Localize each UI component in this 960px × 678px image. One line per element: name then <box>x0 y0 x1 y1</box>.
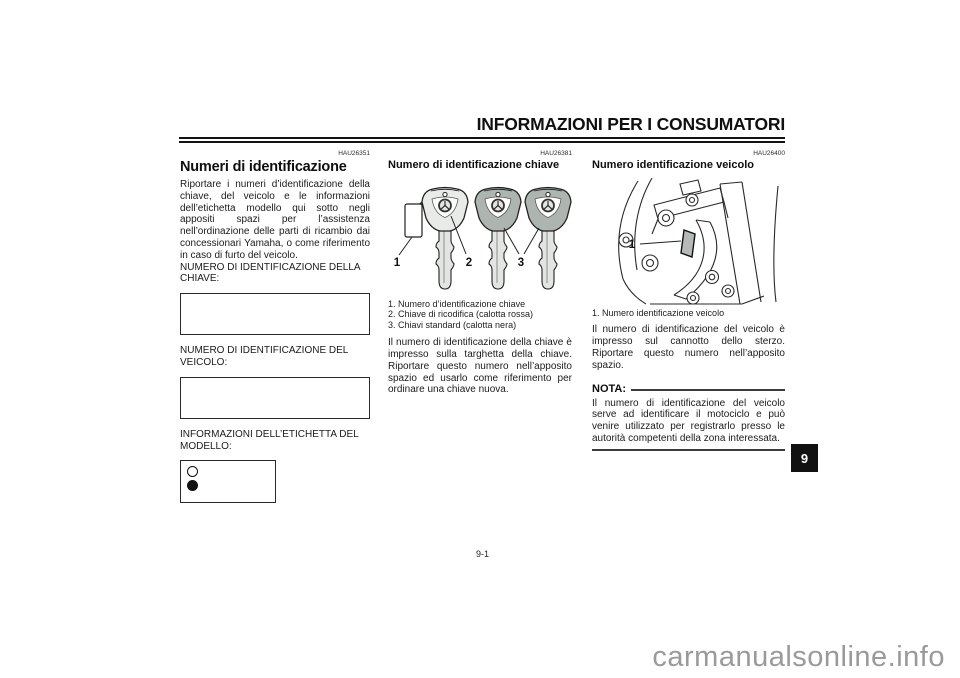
key-number-label: NUMERO DI IDENTIFICAZIONE DELLA CHIAVE: <box>180 261 361 285</box>
note-rule <box>631 389 785 391</box>
key-id-paragraph: Il numero di identificazione della chiave è impresso sulla targhetta della chiave. Riportare questo numero nell’apposito spazio ed usarlo come riferimento per ordinare una chiave nuova. <box>388 337 572 396</box>
header-double-rule <box>179 137 785 143</box>
key-list-item-3: 3. Chiavi standard (calotta nera) <box>388 319 517 330</box>
page-number: 9-1 <box>475 549 489 559</box>
hollow-circle-icon <box>187 466 198 477</box>
key-list-item-1: 1. Numero d’identificazione chiave <box>388 299 526 309</box>
note-label: NOTA: <box>592 382 627 395</box>
page-title: INFORMAZIONI PER I CONSUMATORI <box>476 114 785 134</box>
model-label-label: INFORMAZIONI DELL’ETICHETTA DEL MODELLO: <box>180 428 359 452</box>
column-key-id <box>388 150 572 396</box>
key-figure-label-1: 1 <box>393 257 401 269</box>
column-vehicle-id <box>592 150 785 451</box>
vin-figure-label-1: 1 <box>628 239 636 251</box>
vehicle-number-label: NUMERO DI IDENTIFICAZIONE DEL VEICOLO: <box>180 345 348 368</box>
chapter-tab: 9 <box>791 444 818 472</box>
vin-location-figure <box>592 178 785 306</box>
key-figure-label-2: 2 <box>465 257 473 269</box>
section-code: HAU26351 <box>338 150 370 157</box>
watermark: carmanualsonline.info <box>652 641 945 673</box>
keys-figure <box>388 184 572 296</box>
vehicle-number-box <box>180 377 370 419</box>
key-list-item-2: 2. Chiave di ricodifica (calotta rossa) <box>388 309 534 320</box>
section-heading: Numero di identificazione chiave <box>388 159 560 171</box>
vin-paragraph: Il numero di identificazione del veicolo è impresso sul cannotto dello sterzo. Riportare questo numero nell’apposito spazio. <box>592 324 785 371</box>
note-paragraph: Il numero di identificazione del veicolo serve ad identificare il motociclo e può venire utilizzato per registrarlo presso le autorità competenti della zona interessata. <box>592 397 785 444</box>
section-heading: Numero identificazione veicolo <box>592 159 754 171</box>
note-closing-rule <box>592 449 785 451</box>
key-figure-label-3: 3 <box>517 257 525 269</box>
key-number-box <box>180 293 370 335</box>
column-identification-numbers <box>180 150 370 503</box>
section-code: HAU26381 <box>540 150 572 157</box>
note-header <box>592 383 785 395</box>
intro-paragraph: Riportare i numeri d’identificazione della chiave, del veicolo e le informazioni dell’etichetta modello qui sotto negli appositi spazi per l’assistenza nell’ordinazione delle parti di ricambio dai concessionari Yamaha, o come riferimento in caso di furto del veicolo. <box>180 179 370 261</box>
section-code: HAU26400 <box>753 150 785 157</box>
vin-caption: 1. Numero identificazione veicolo <box>592 308 725 318</box>
filled-circle-icon <box>187 480 198 491</box>
model-label-box <box>180 460 276 503</box>
section-heading: Numeri di identificazione <box>180 159 347 175</box>
